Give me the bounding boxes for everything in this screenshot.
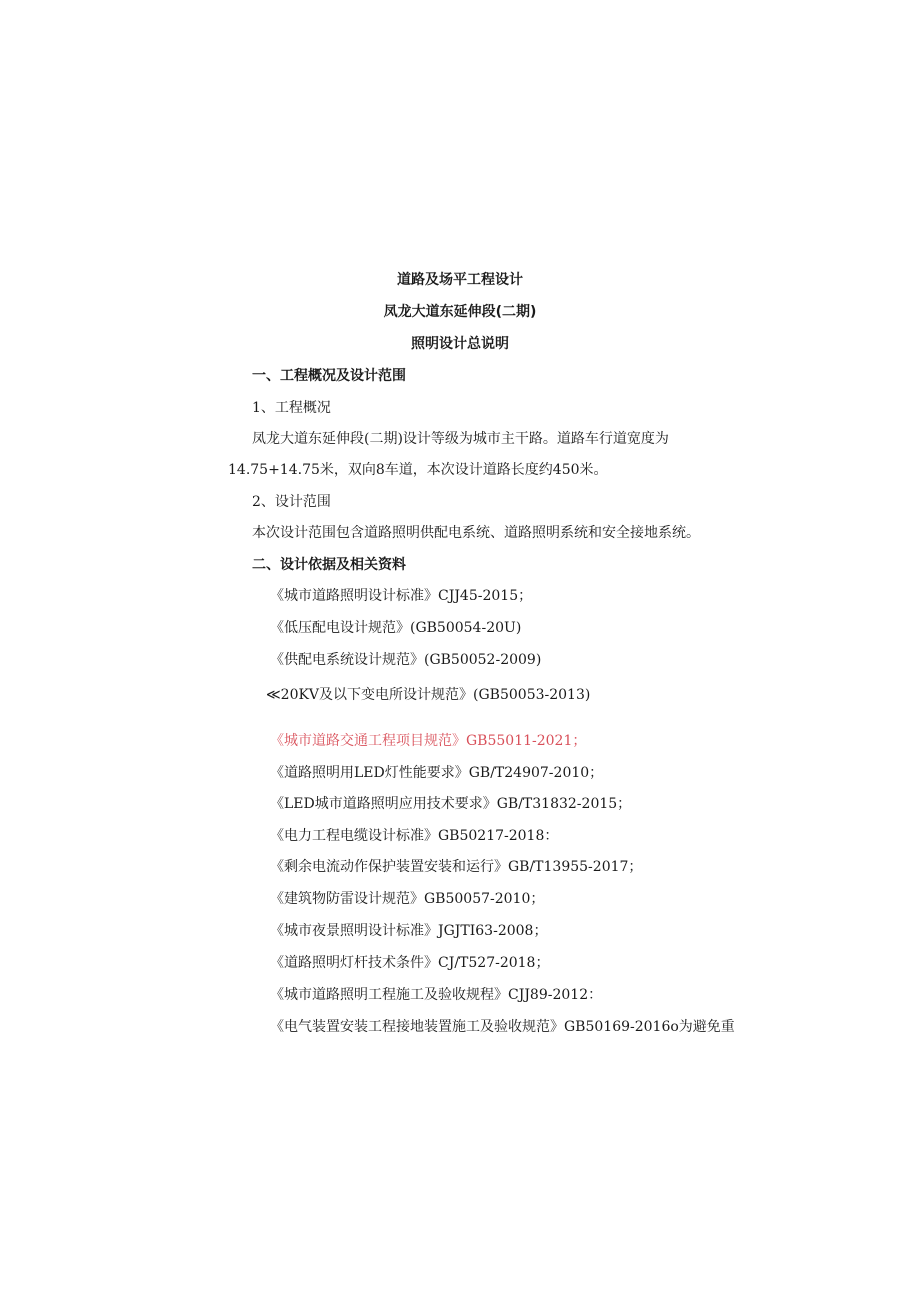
document-title: 道路及场平工程设计 xyxy=(397,272,523,288)
reference-item: 《城市夜景照明设计标准》JGJTI63-2008； xyxy=(270,923,548,939)
reference-item: 《供配电系统设计规范》(GB50052-2009) xyxy=(270,652,542,668)
project-name: 凤龙大道东延伸段(二期) xyxy=(383,304,537,320)
reference-item: 《低压配电设计规范》(GB50054-20U) xyxy=(270,620,522,636)
reference-item: 《道路照明用LED灯性能要求》GB/T24907-2010； xyxy=(270,765,604,781)
reference-item: 《LED城市道路照明应用技术要求》GB/T31832-2015； xyxy=(270,796,632,812)
reference-item: 《电气装置安装工程接地装置施工及验收规范》GB50169-2016o为避免重 xyxy=(270,1019,735,1035)
subsection-1-heading: 1、工程概况 xyxy=(252,400,331,416)
section-1-heading: 一、工程概况及设计范围 xyxy=(252,368,406,384)
reference-item: 《城市道路照明设计标准》CJJ45-2015； xyxy=(270,588,533,604)
section-2-heading: 二、设计依据及相关资料 xyxy=(252,557,406,573)
subsection-2-heading: 2、设计范围 xyxy=(252,494,331,510)
reference-item: 《道路照明灯杆技术条件》CJ/T527-2018； xyxy=(270,955,550,971)
paragraph-line: 本次设计范围包含道路照明供配电系统、道路照明系统和安全接地系统。 xyxy=(252,525,700,541)
paragraph-line: 14.75+14.75米，双向8车道，本次设计道路长度约450米。 xyxy=(228,462,608,478)
reference-item: 《剩余电流动作保护装置安装和运行》GB/T13955-2017； xyxy=(270,859,643,875)
paragraph-line: 凤龙大道东延伸段(二期)设计等级为城市主干路。道路车行道宽度为 xyxy=(252,431,669,447)
reference-item: 《城市道路照明工程施工及验收规程》CJJ89-2012： xyxy=(270,987,603,1003)
reference-item: ≪20KV及以下变电所设计规范》(GB50053-2013) xyxy=(266,687,591,703)
reference-item: 《建筑物防雷设计规范》GB50057-2010； xyxy=(270,891,545,907)
section-title: 照明设计总说明 xyxy=(411,336,509,352)
reference-item-highlighted: 《城市道路交通工程项目规范》GB55011-2021； xyxy=(270,733,587,749)
reference-item: 《电力工程电缆设计标准》GB50217-2018： xyxy=(270,828,559,844)
